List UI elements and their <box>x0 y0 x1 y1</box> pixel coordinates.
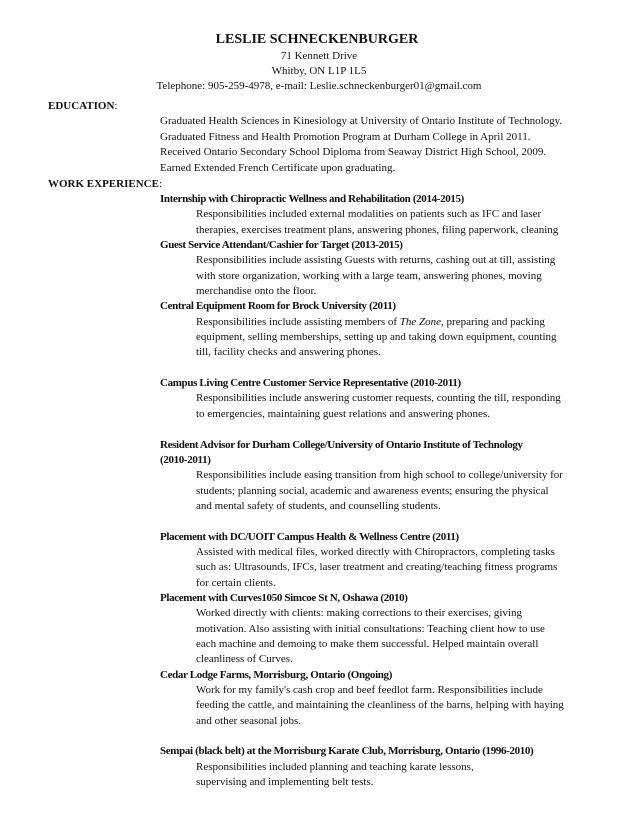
job-title: Resident Advisor for Durham College/University of Ontario Institute of Technology <box>160 438 523 451</box>
job-entry <box>160 744 564 790</box>
education-list <box>160 114 562 176</box>
education-heading: EDUCATION: <box>48 100 118 112</box>
job-desc-line: supervising and implementing belt tests. <box>196 776 374 789</box>
job-entry <box>160 438 564 515</box>
job-desc-line: with store organization, working with a large team, answering phones, moving <box>196 269 542 282</box>
job-desc-line: merchandise onto the floor. <box>196 285 317 298</box>
job-desc-line: Responsibilities include assisting members of The Zone, preparing and packing <box>196 315 545 328</box>
education-item: Earned Extended French Certificate upon graduating. <box>160 161 396 174</box>
job-entry <box>160 238 564 299</box>
job-desc-line: Responsibilities include easing transition from high school to college/university for <box>196 469 563 482</box>
job-entry <box>160 591 564 668</box>
job-entry <box>160 530 564 591</box>
address-line: 71 Kennett Drive <box>280 50 358 62</box>
job-desc-line: equipment, selling memberships, setting up and taking down equipment, counting <box>196 331 557 344</box>
the-zone-italic: The Zone <box>399 315 442 328</box>
city-line: Whitby, ON L1P 1L5 <box>271 65 367 77</box>
job-desc-line: cleanliness of Curves. <box>196 653 293 666</box>
job-entry <box>160 192 564 238</box>
education-item: Graduated Fitness and Health Promotion Program at Durham College in April 2011. <box>160 130 531 143</box>
job-desc-line: till, facility checks and answering phones. <box>196 346 381 359</box>
work-heading: WORK EXPERIENCE: <box>48 178 162 190</box>
job-desc-line: Work for my family's cash crop and beef feedlot farm. Responsibilities include <box>196 684 543 696</box>
job-desc-line: for certain clients. <box>196 576 276 589</box>
job-title: Placement with DC/UOIT Campus Health & Wellness Centre (2011) <box>160 530 459 543</box>
job-desc-line: and other seasonal jobs. <box>196 714 302 727</box>
job-title: Cedar Lodge Farms, Morrisburg, Ontario (Ongoing) <box>160 668 393 681</box>
job-title: Sempai (black belt) at the Morrisburg Karate Club, Morrisburg, Ontario (1996-2010) <box>160 745 534 758</box>
job-desc-line: feeding the cattle, and maintaining the cleanliness of the barns, helping with haying <box>196 699 564 712</box>
job-desc-line: Responsibilities included planning and teaching karate lessons, <box>196 760 474 773</box>
job-title-dates: (2010-2011) <box>160 453 211 466</box>
job-desc-line: Responsibilities include answering customer requests, counting the till, responding <box>196 392 561 405</box>
job-desc-line: and mental safety of students, and counselling students. <box>196 499 441 512</box>
job-title: Guest Service Attendant/Cashier for Target (2013-2015) <box>160 239 403 252</box>
job-desc-line: motivation. Also assisting with initial consultations: Teaching client how to use <box>196 622 545 635</box>
job-desc-line: Responsibilities include assisting Guests with returns, cashing out at till, assisting <box>196 254 556 267</box>
job-desc-line: to emergencies, maintaining guest relations and answering phones. <box>196 407 490 420</box>
job-desc-line: Worked directly with clients: making corrections to their exercises, giving <box>196 607 522 620</box>
job-entry <box>160 299 564 360</box>
contact-line: Telephone: 905-259-4978, e-mail: Leslie.schneckenburger01@gmail.com <box>156 80 482 92</box>
job-desc-line: Assisted with medical files, worked directly with Chiropractors, completing tasks <box>196 545 555 558</box>
job-title: Internship with Chiropractic Wellness and Rehabilitation (2014-2015) <box>160 193 464 205</box>
work-list <box>160 192 564 790</box>
job-title: Central Equipment Room for Brock University (2011) <box>160 300 396 313</box>
job-desc-line: such as: Ultrasounds, IFCs, laser treatment and creating/teaching fitness programs <box>196 561 558 574</box>
job-desc-line: therapies, exercises treatment plans, answering phones, filing paperwork, cleaning <box>196 223 559 236</box>
education-item: Received Ontario Secondary School Diploma from Seaway District High School, 2009. <box>160 146 547 158</box>
job-desc-line: Responsibilities included external modalities on patients such as IFC and laser <box>196 208 542 221</box>
resume-name: LESLIE SCHNECKENBURGER <box>215 32 419 47</box>
job-title: Placement with Curves1050 Simcoe St N, Oshawa (2010) <box>160 591 408 604</box>
job-desc-line: students; planning social, academic and awareness events; ensuring the physical <box>196 484 549 497</box>
job-title: Campus Living Centre Customer Service Representative (2010-2011) <box>160 377 461 390</box>
job-desc-line: each machine and demoing to make them successful. Helped maintain overall <box>196 637 539 650</box>
education-item: Graduated Health Sciences in Kinesiology at University of Ontario Institute of Technology. <box>160 115 563 127</box>
job-entry <box>160 376 564 422</box>
job-entry <box>160 668 564 729</box>
